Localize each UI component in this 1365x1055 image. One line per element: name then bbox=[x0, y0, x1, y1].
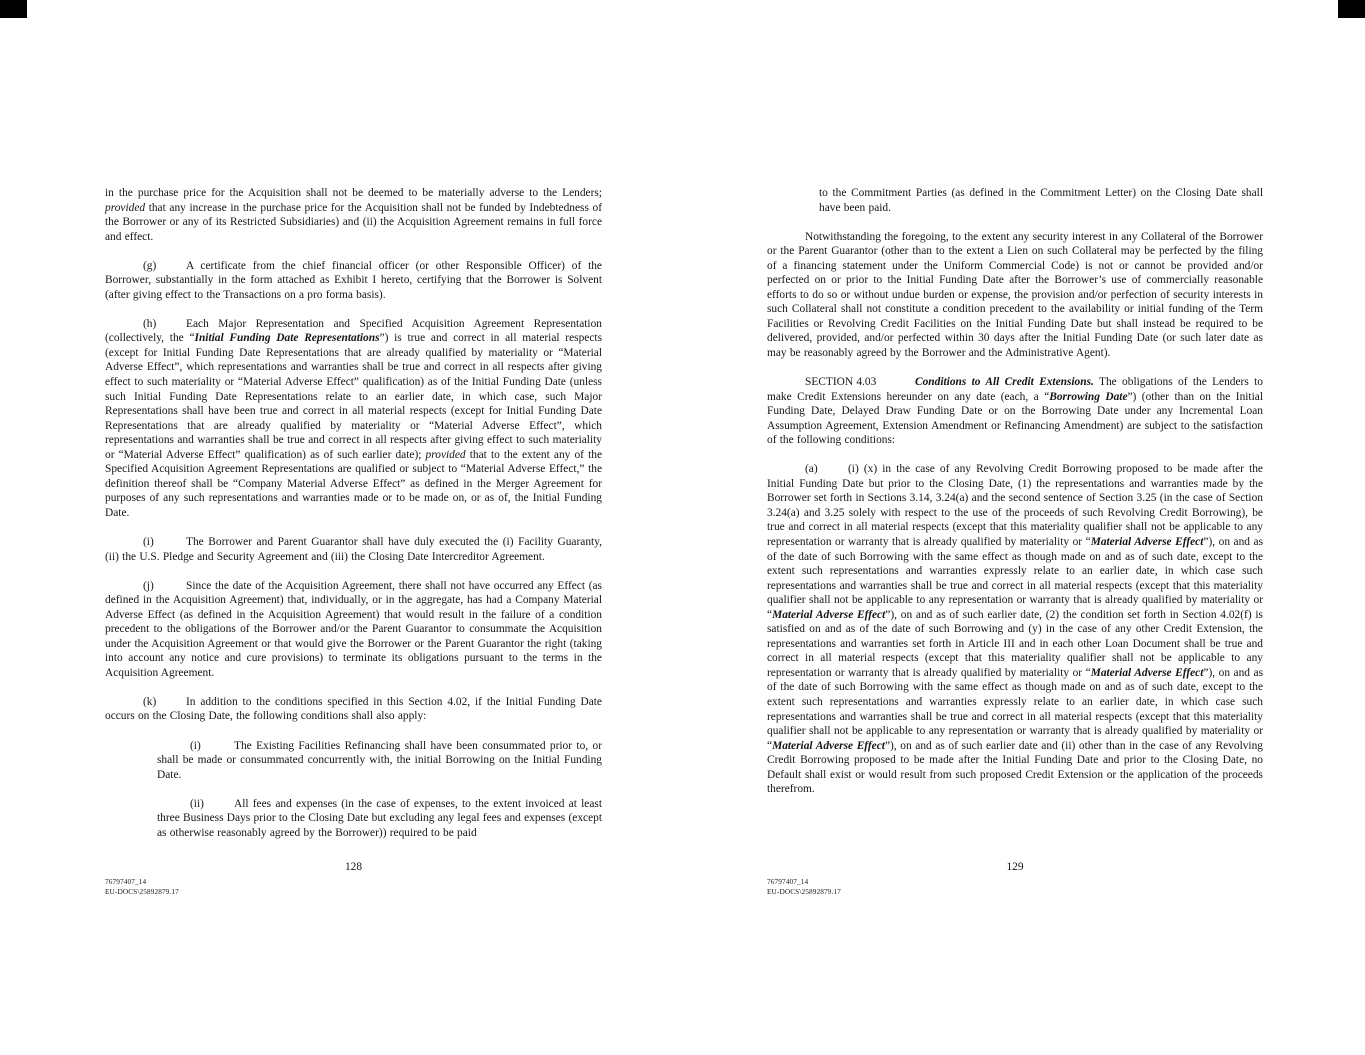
text-segment: Material Adverse Effect bbox=[1090, 666, 1204, 679]
paragraph bbox=[157, 797, 602, 841]
text-segment: All fees and expenses (in the case of expenses, to the extent invoiced at least three Business Days prior to the Closing Date but excluding any legal fees and expenses (except as otherwise reasonably agreed by the Borrower)) required to be paid bbox=[157, 797, 602, 839]
paragraph bbox=[105, 186, 602, 244]
paragraph-label: (i) bbox=[143, 535, 154, 548]
document-id-footer-129 bbox=[767, 877, 841, 897]
paragraph bbox=[105, 317, 602, 521]
page-number-129: 129 bbox=[1006, 861, 1024, 873]
text-segment: in the purchase price for the Acquisition shall not be deemed to be materially adverse to the Lenders; bbox=[105, 187, 602, 199]
text-segment: The Borrower and Parent Guarantor shall have duly executed the (i) Facility Guaranty, (ii) the U.S. Pledge and Security Agreement and (iii) the Closing Date Intercreditor Agreement. bbox=[105, 535, 602, 563]
text-segment: Notwithstanding the foregoing, to the extent any security interest in any Collateral of the Borrower or the Parent Guarantor (other than to the extent a Lien on such Collateral may be perfected by the filing of a financing statement under the Uniform Commercial Code) is not or cannot be provided and/or perfected on or prior to the Initial Funding Date after the Borrower’s use of commercially reasonable efforts to do so or without undue burden or expense, the provision and/or perfection of security interests in such Collateral shall not constitute a condition precedent to the availability or initial funding of the Term Facilities or Revolving Credit Facilities on the Initial Funding Date but shall instead be required to be delivered, provided, and/or perfected within 30 days after the Initial Funding Date (or such later date as may be reasonably agreed by the Borrower and the Administrative Agent). bbox=[767, 230, 1263, 359]
page-number-128: 128 bbox=[344, 861, 363, 873]
paragraph-label: (k) bbox=[143, 695, 157, 708]
paragraph bbox=[767, 375, 1263, 448]
text-segment: Initial Funding Date Representations bbox=[194, 332, 380, 345]
footer-docs-reference: EU-DOCS\25892879.17 bbox=[767, 886, 841, 896]
footer-doc-number: 76797407_14 bbox=[767, 877, 809, 886]
text-segment: ”), on and as of such earlier date and (ii) other than in the case of any Revolving Credit Borrowing proposed to be made after the Initial Funding Date and prior to the Closing Date, no Default shall exist or would result from such proposed Credit Extension or the application of the proceeds therefrom. bbox=[767, 739, 1263, 796]
footer-doc-number: 76797407_14 bbox=[105, 877, 147, 886]
text-segment: Material Adverse Effect bbox=[772, 608, 886, 621]
paragraph-label: (j) bbox=[143, 579, 154, 592]
text-segment: (i) (x) in the case of any Revolving Credit Borrowing proposed to be made after the Initial Funding Date but prior to the Closing Date, (1) the representations and warranties made by the Borrower set forth in Sections 3.14, 3.24(a) and the second sentence of Section 3.25 (in the case of Section 3.24(a) and 3.25 solely with respect to the use of the proceeds of such Revolving Credit Borrowing), be true and correct in all material respects (except that this materiality qualifier shall not be applicable to any representation or warranty that is already qualified by materiality or “ bbox=[767, 463, 1263, 548]
paragraph-label: (a) bbox=[805, 463, 818, 476]
text-segment: Each Major Representation and Specified Acquisition Agreement Representation (collectively, the “ bbox=[105, 317, 602, 345]
text-segment: Borrowing Date bbox=[1049, 390, 1128, 403]
paragraph-label: (i) bbox=[190, 739, 201, 752]
page-129 bbox=[767, 0, 1263, 1055]
text-segment: The Existing Facilities Refinancing shall have been consummated prior to, or shall be made or consummated concurrently with, the initial Borrowing on the Initial Funding Date. bbox=[157, 739, 602, 781]
text-segment: ”) (other than on the Initial Funding Date, Delayed Draw Funding Date or on the Borrowing Date under any Incremental Loan Assumption Agreement, Extension Amendment or Refinancing Amendment) are subject to the satisfaction of the following conditions: bbox=[767, 390, 1263, 447]
text-segment: Conditions to All Credit Extensions. bbox=[915, 376, 1094, 389]
paragraph bbox=[767, 230, 1263, 361]
text-segment: provided bbox=[105, 201, 146, 214]
paragraph-label: (h) bbox=[143, 317, 157, 330]
paragraph-label: SECTION 4.03 bbox=[805, 376, 877, 389]
text-segment: ”), on and as of the date of such Borrowing with the same effect as though made on and as of such date, except to the extent such representations and warranties expressly relate to an earlier date, in which case such representations and warranties shall be true and correct in all material respects (except that this materiality qualifier shall not be applicable to any representation or warranty that is already qualified by materiality or “ bbox=[767, 666, 1264, 752]
paragraph bbox=[105, 579, 602, 681]
text-segment: The obligations of the Lenders to make Credit Extensions hereunder on any date (each, a “ bbox=[767, 376, 1263, 403]
text-segment: Material Adverse Effect bbox=[772, 739, 885, 752]
text-segment: In addition to the conditions specified in this Section 4.02, if the Initial Funding Date occurs on the Closing Date, the following conditions shall also apply: bbox=[105, 695, 602, 723]
paragraph bbox=[819, 186, 1263, 215]
paragraph-label: (ii) bbox=[190, 797, 204, 810]
text-segment: provided bbox=[425, 448, 466, 461]
page-128-body bbox=[105, 186, 602, 840]
text-segment: Material Adverse Effect bbox=[1090, 535, 1204, 548]
text-segment: A certificate from the chief financial officer (or other Responsible Officer) of the Borrower, substantially in the form attached as Exhibit I hereto, certifying that the Borrower is Solvent (after giving effect to the Transactions on a pro forma basis). bbox=[105, 259, 602, 301]
document-id-footer-128 bbox=[105, 877, 179, 897]
paragraph bbox=[157, 739, 602, 783]
paragraph bbox=[767, 462, 1263, 797]
scan-corner-mark-top-left bbox=[0, 0, 27, 18]
text-segment: ”) is true and correct in all material respects (except for Initial Funding Date Representations that are already qualified by materiality or “Material Adverse Effect”, which representations and warranties shall be true and correct in all respects after giving effect to such materiality or “Material Adverse Effect” qualification) as of the Initial Funding Date (unless such Initial Funding Date Representations relate to an earlier date, in which case, such Major Representations shall have been true and correct in all material respects (except for Initial Funding Date Representations that are already qualified by materiality or “Material Adverse Effect”, which representations and warranties shall be true and correct in all respects after giving effect to such materiality or “Material Adverse Effect” qualification) as of such earlier date); bbox=[105, 332, 602, 461]
text-segment: that to the extent any of the Specified Acquisition Agreement Representations are qualified or subject to “Material Adverse Effect,” the definition thereof shall be “Company Material Adverse Effect” as defined in the Merger Agreement for purposes of any such representations and warranties made or to be made on, or as of, the Initial Funding Date. bbox=[105, 448, 602, 519]
text-segment: Since the date of the Acquisition Agreement, there shall not have occurred any Effect (as defined in the Acquisition Agreement) that, individually, or in the aggregate, has had a Company Material Adverse Effect (as defined in the Acquisition Agreement) that would result in the failure of a condition precedent to the obligations of the Borrower and/or the Parent Guarantor to consummate the Acquisition under the Acquisition Agreement or that would give the Borrower or the Parent Guarantor the right (taking into account any notice and cure provisions) to terminate its obligations pursuant to the terms in the Acquisition Agreement. bbox=[105, 579, 602, 679]
paragraph bbox=[105, 259, 602, 303]
text-segment: that any increase in the purchase price for the Acquisition shall not be funded by Indebtedness of the Borrower or any of its Restricted Subsidiaries) and (ii) the Acquisition Agreement remains in full force and effect. bbox=[105, 201, 602, 243]
paragraph bbox=[105, 535, 602, 564]
paragraph-label: (g) bbox=[143, 259, 157, 272]
text-segment: ”), on and as of the date of such Borrowing with the same effect as though made on and as of such date, except to the extent such representations and warranties expressly relate to an earlier date, in which case such representations and warranties shall be true and correct in all material respects (except that this materiality qualifier shall not be applicable to any representation or warranty that is already qualified by materiality or “ bbox=[767, 535, 1264, 621]
page-128 bbox=[105, 0, 602, 1055]
text-segment: ”), on and as of such earlier date, (2) the condition set forth in Section 4.02(f) is satisfied on and as of the date of such Borrowing and (y) in the case of any other Credit Extension, the representations and warranties set forth in Article III and in each other Loan Document shall be true and correct in all material respects (except that this materiality qualifier shall not be applicable to any representation or warranty that is already qualified by materiality or “ bbox=[767, 608, 1263, 679]
paragraph bbox=[105, 695, 602, 724]
scan-corner-mark-top-right bbox=[1338, 0, 1365, 18]
text-segment: to the Commitment Parties (as defined in the Commitment Letter) on the Closing Date shall have been paid. bbox=[819, 187, 1263, 214]
page-129-body bbox=[767, 186, 1263, 797]
footer-docs-reference: EU-DOCS\25892879.17 bbox=[105, 886, 179, 896]
